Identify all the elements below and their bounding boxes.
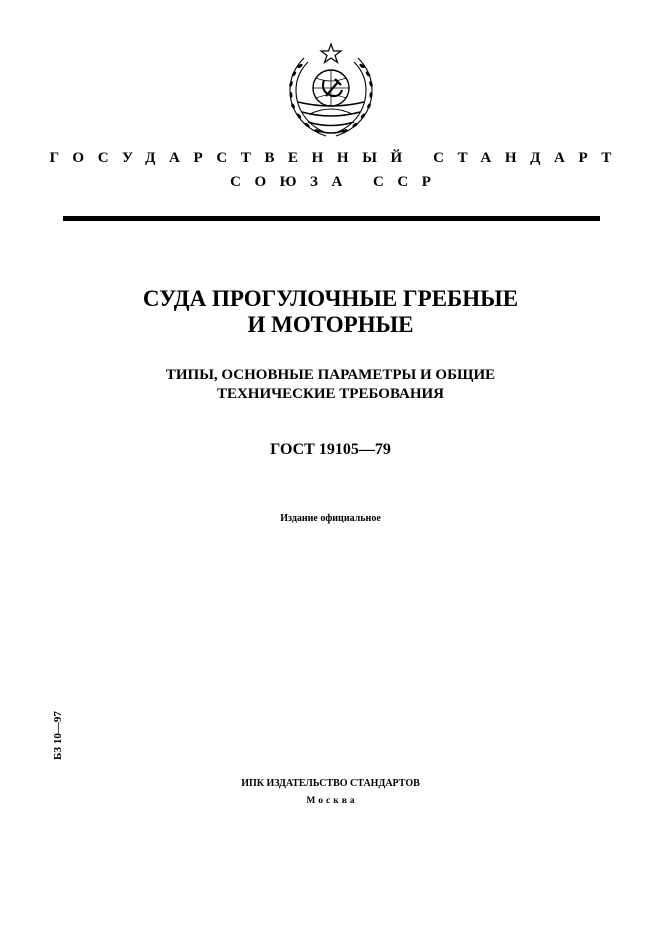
header-ussr: СОЮЗА ССР: [230, 174, 445, 190]
standard-number: ГОСТ 19105—79: [270, 441, 391, 458]
subtitle-line-2: ТЕХНИЧЕСКИЕ ТРЕБОВАНИЯ: [216, 386, 445, 402]
subtitle-line-1: ТИПЫ, ОСНОВНЫЕ ПАРАМЕТРЫ И ОБЩИЕ: [165, 367, 496, 383]
publisher-city: Москва: [306, 796, 358, 806]
edition-label: Издание официальное: [280, 513, 381, 524]
document-subtitle: [0, 366, 661, 404]
title-line-2: И МОТОРНЫЕ: [247, 312, 414, 337]
header-state-standard: ГОСУДАРСТВЕННЫЙ СТАНДАРТ: [49, 150, 626, 166]
header-divider: [63, 216, 600, 221]
ussr-coat-of-arms-icon: [280, 40, 382, 144]
publisher-name: ИПК ИЗДАТЕЛЬСТВО СТАНДАРТОВ: [241, 778, 420, 789]
title-line-1: СУДА ПРОГУЛОЧНЫЕ ГРЕБНЫЕ: [142, 286, 519, 311]
side-code: БЗ 10—97: [52, 711, 64, 760]
document-title: [0, 286, 661, 338]
